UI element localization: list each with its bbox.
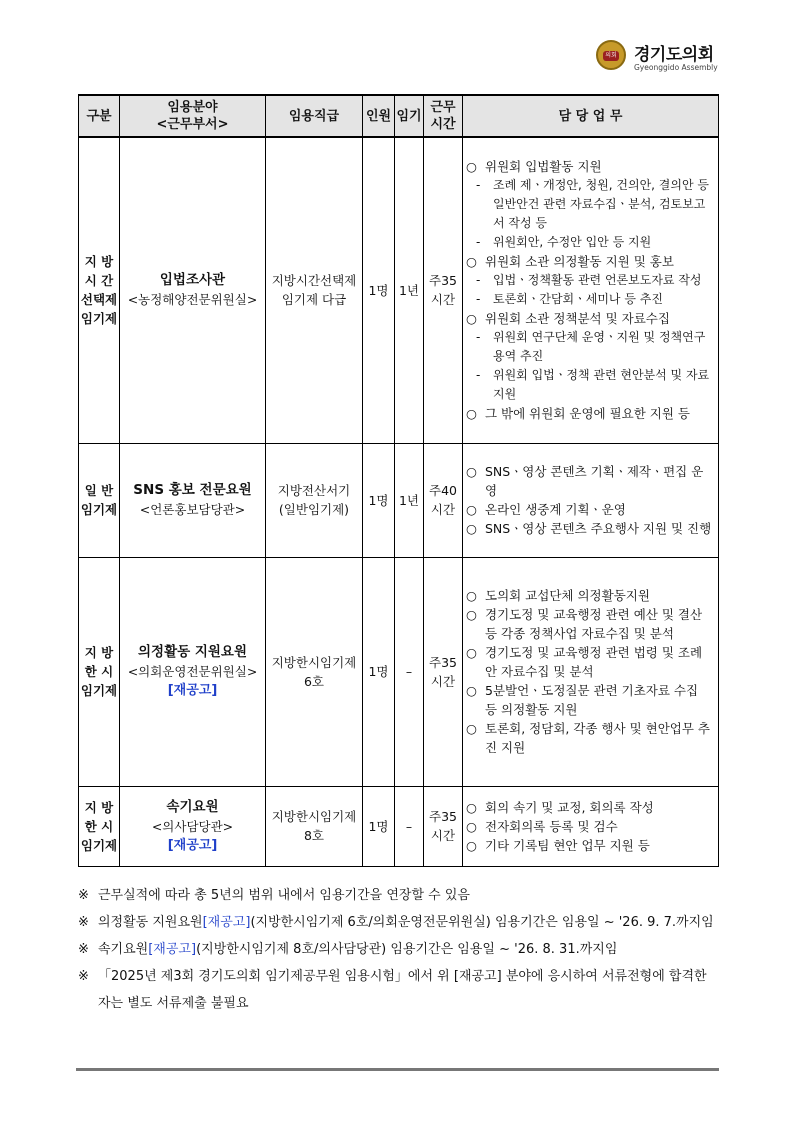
duty-item: ○ 전자회의록 등록 및 검수 — [466, 817, 714, 836]
table-row — [79, 443, 719, 557]
hours-line: 주40 — [429, 483, 457, 498]
duty-item: ○ 위원회 소관 정책분석 및 자료수집 — [466, 309, 714, 328]
reannouncement-badge: [재공고] — [167, 683, 218, 698]
row-hours — [424, 786, 463, 866]
bottom-divider — [76, 1068, 719, 1071]
duty-item: ○ 도의회 교섭단체 의정활동지원 — [466, 586, 714, 605]
category-line: 지 방 — [84, 254, 114, 270]
row-category — [79, 786, 120, 866]
notes-section — [76, 882, 721, 1017]
grade-line: 지방한시임기제 — [271, 654, 357, 670]
header-hours-line2: 시간 — [430, 117, 456, 132]
category-line: 한 시 — [84, 818, 114, 834]
hours-line: 시간 — [430, 828, 456, 843]
duty-item: ○ 위원회 소관 의정활동 지원 및 홍보 — [466, 252, 714, 271]
header-term: 임기 — [395, 95, 424, 137]
row-count: 1명 — [363, 443, 395, 557]
category-line: 임기제 — [80, 683, 118, 698]
row-grade — [266, 557, 363, 786]
hours-line: 주35 — [429, 273, 457, 289]
field-department: <의사담당관> — [151, 818, 234, 834]
row-hours — [424, 557, 463, 786]
row-count: 1명 — [363, 786, 395, 866]
category-line: 임기제 — [80, 502, 118, 517]
hours-line: 시간 — [430, 292, 456, 308]
grade-line: 임기제 다급 — [281, 292, 347, 308]
recruitment-table — [78, 94, 719, 867]
hours-line: 시간 — [430, 673, 456, 689]
row-count: 1명 — [363, 557, 395, 786]
hours-line: 주35 — [429, 654, 457, 670]
logo-name-korean: 경기도의회 — [634, 45, 714, 65]
note-text: 속기요원 — [98, 942, 149, 957]
grade-line: 6호 — [303, 673, 325, 689]
note-text: 근무실적에 따라 총 5년의 범위 내에서 임용기간을 연장할 수 있음 — [98, 888, 470, 903]
header-field — [120, 95, 266, 137]
duty-item: ○ SNSㆍ영상 콘텐츠 주요행사 지원 및 진행 — [466, 519, 714, 538]
row-duties — [463, 443, 719, 557]
category-line: 지 방 — [84, 799, 114, 815]
field-department: <언론홍보담당관> — [139, 502, 246, 517]
duty-item: ○ 위원회 입법활동 지원 — [466, 157, 714, 176]
duty-item: ○ SNSㆍ영상 콘텐츠 기획ㆍ제작ㆍ편집 운영 — [466, 462, 714, 500]
table-row — [79, 557, 719, 786]
row-category — [79, 137, 120, 443]
duty-item: ○ 토론회, 정담회, 각종 행사 및 현안업무 추진 지원 — [466, 719, 714, 757]
duty-item: ○ 그 밖에 위원회 운영에 필요한 지원 등 — [466, 404, 714, 423]
row-category — [79, 443, 120, 557]
note-text: 「2025년 제3회 경기도의회 임기제공무원 임용시험」에서 위 [재공고] 분야에 응시하여 서류전형에 합격한 자는 별도 서류제출 불필요 — [98, 969, 707, 1011]
header-count: 인원 — [363, 95, 395, 137]
category-line: 일 반 — [84, 483, 114, 498]
header-category: 구분 — [79, 95, 120, 137]
duty-item: ○ 온라인 생중계 기획ㆍ운영 — [466, 500, 714, 519]
row-grade — [266, 443, 363, 557]
grade-line: 지방한시임기제 — [271, 809, 357, 824]
grade-line: 8호 — [303, 828, 325, 843]
row-hours — [424, 137, 463, 443]
seal-label: 의회 — [603, 51, 619, 61]
row-duties — [463, 557, 719, 786]
duty-item: ○ 기타 기록팀 현안 업무 지원 등 — [466, 836, 714, 855]
row-term: – — [395, 786, 424, 866]
header-hours — [424, 95, 463, 137]
table-row — [79, 137, 719, 443]
category-line: 선택제 — [80, 292, 118, 308]
category-line: 지 방 — [84, 645, 114, 660]
row-category — [79, 557, 120, 786]
field-department: <의회운영전문위원실> — [127, 664, 258, 679]
assembly-logo — [596, 38, 726, 78]
field-title: 입법조사관 — [159, 272, 226, 289]
grade-line: 지방전산서기 — [277, 483, 351, 498]
field-title: SNS 홍보 전문요원 — [133, 482, 252, 498]
duty-item: ○ 경기도정 및 교육행정 관련 법령 및 조례안 자료수집 및 분석 — [466, 643, 714, 681]
assembly-seal-icon — [596, 40, 626, 70]
table-header-row — [79, 95, 719, 137]
reannouncement-badge: [재공고] — [167, 837, 218, 853]
field-title: 속기요원 — [166, 798, 219, 815]
header-duties: 담 당 업 무 — [463, 95, 719, 137]
note-item — [76, 963, 721, 1017]
row-count: 1명 — [363, 137, 395, 443]
header-field-sub: <근무부서> — [156, 117, 229, 132]
duty-subitem: - 위원회 연구단체 운영ㆍ지원 및 정책연구용역 추진 — [466, 328, 714, 366]
duty-subitem: - 위원회 입법ㆍ정책 관련 현안분석 및 자료 지원 — [466, 366, 714, 404]
category-line: 임기제 — [80, 837, 118, 853]
note-reannouncement: [재공고] — [202, 915, 251, 930]
row-field — [120, 557, 266, 786]
row-field — [120, 137, 266, 443]
row-field — [120, 443, 266, 557]
row-grade — [266, 137, 363, 443]
duty-item: ○ 회의 속기 및 교정, 회의록 작성 — [466, 798, 714, 817]
header-hours-line1: 근무 — [430, 100, 456, 115]
note-item — [76, 882, 721, 909]
row-term: 1년 — [395, 137, 424, 443]
grade-line: (일반임기제) — [278, 502, 350, 517]
table-row — [79, 786, 719, 866]
note-text-rest: (지방한시임기제 6호/의회운영전문위원실) 임용기간은 임용일 ~ '26. 9. 7.까지임 — [250, 915, 714, 930]
duty-subitem: - 토론회ㆍ간담회ㆍ세미나 등 추진 — [466, 290, 714, 309]
duty-subitem: - 입법ㆍ정책활동 관련 언론보도자료 작성 — [466, 271, 714, 290]
row-duties — [463, 786, 719, 866]
field-department: <농정해양전문위원실> — [127, 292, 258, 308]
note-text: 의정활동 지원요원 — [98, 915, 203, 930]
field-title: 의정활동 지원요원 — [137, 644, 248, 660]
row-hours — [424, 443, 463, 557]
duty-item: ○ 경기도정 및 교육행정 관련 예산 및 결산 등 각종 정책사업 자료수집 및 분석 — [466, 605, 714, 643]
row-field — [120, 786, 266, 866]
row-duties — [463, 137, 719, 443]
note-text-rest: (지방한시임기제 8호/의사담당관) 임용기간은 임용일 ~ '26. 8. 31.까지임 — [196, 942, 618, 957]
duty-item: ○ 5분발언ㆍ도정질문 관련 기초자료 수집 등 의정활동 지원 — [466, 681, 714, 719]
row-term: – — [395, 557, 424, 786]
grade-line: 지방시간선택제 — [271, 273, 357, 289]
category-line: 한 시 — [84, 664, 114, 679]
duty-subitem: - 위원회안, 수정안 입안 등 지원 — [466, 233, 714, 252]
row-grade — [266, 786, 363, 866]
hours-line: 주35 — [429, 809, 457, 824]
category-line: 임기제 — [80, 311, 118, 327]
hours-line: 시간 — [430, 502, 456, 517]
logo-name-english: Gyeonggido Assembly — [634, 63, 718, 72]
duty-subitem: - 조례 제ㆍ개정안, 청원, 건의안, 결의안 등 일반안건 관련 자료수집ㆍ분석, 검토보고서 작성 등 — [466, 176, 714, 233]
note-item — [76, 909, 721, 936]
header-grade: 임용직급 — [266, 95, 363, 137]
category-line: 시 간 — [84, 273, 114, 289]
note-reannouncement: [재공고] — [148, 942, 197, 957]
note-item — [76, 936, 721, 963]
row-term: 1년 — [395, 443, 424, 557]
header-field-label: 임용분야 — [167, 100, 218, 115]
